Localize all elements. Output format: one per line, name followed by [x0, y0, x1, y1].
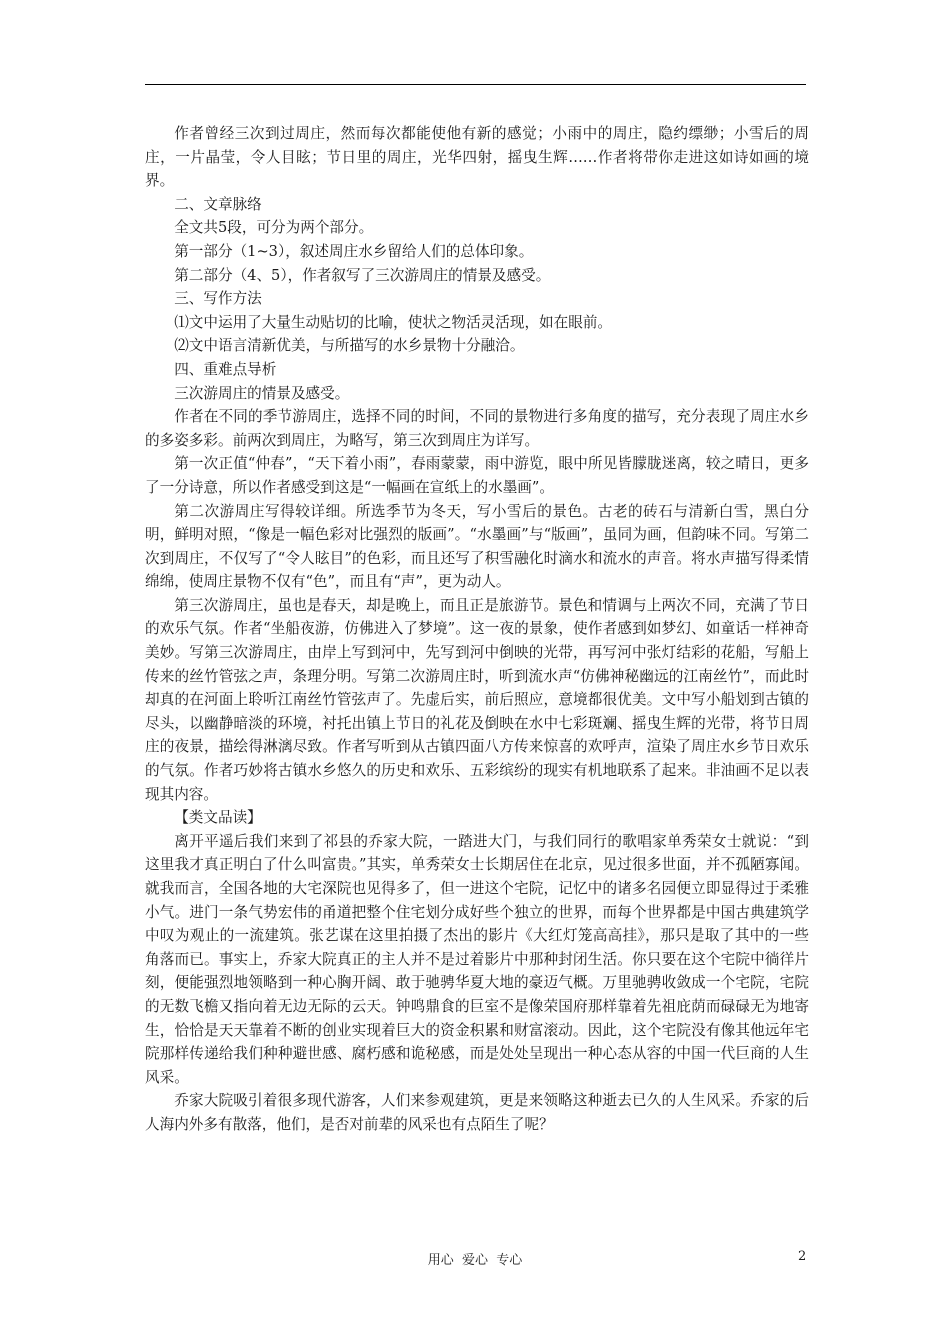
footer-motto: 用心 爱心 专心 [427, 1253, 523, 1268]
section-heading-related-reading: 【类文品读】 [174, 809, 262, 827]
paragraph-part-two: 第二部分（4、5），作者叙写了三次游周庄的情景及感受。 [174, 266, 551, 284]
paragraph-first-visit: 第一次正值“仲春”，“天下着小雨”，春雨蒙蒙，雨中游览，眼中所见皆朦胧迷离，较之晴日，更多了一分诗意，所以作者感受到这是“一幅画在宣纸上的水墨画”。 [145, 455, 809, 496]
section-heading-writing-method: 三、写作方法 [174, 290, 262, 308]
paragraph-qiao-family-courtyard: 离开平遥后我们来到了祁县的乔家大院，一踏进大门，与我们同行的歌唱家单秀荣女士就说：“到这里我才真正明白了什么叫富贵。”其实，单秀荣女士长期居住在北京，见过很多世面，并不孤陋寡闻。就我而言，全国各地的大宅深院也见得多了，但一进这个宅院，记忆中的诸多名园便立即显得过于柔雅小气。进门一条气势宏伟的甬道把整个住宅划分成好些个独立的世界，而每个世界都是中国古典建筑学中叹为观止的一流建筑。张艺谋在这里拍摄了杰出的影片《大红灯笼高高挂》，那只是取了其中的一些角落而已。事实上，乔家大院真正的主人并不是过着影片中那种封闭生活。你只要在这个宅院中徜徉片刻，便能强烈地领略到一种心胸开阔、敢于驰骋华夏大地的豪迈气概。万里驰骋收敛成一个宅院，宅院的无数飞檐又指向着无边无际的云天。钟鸣鼎食的巨室不是像荣国府那样靠着先祖庇荫而碌碌无为地寄生，恰恰是天天靠着不断的创业实现着巨大的资金积累和财富滚动。因此，这个宅院没有像其他远年宅院那样传递给我们种种避世感、腐朽感和诡秘感，而是处处呈现出一种心态从容的中国一代巨商的人生风采。 [145, 832, 809, 1086]
paragraph-second-visit: 第二次游周庄写得较详细。所选季节为冬天，写小雪后的景色。古老的砖石与清新白雪，黑白分明，鲜明对照，“像是一幅色彩对比强烈的版画”。“水墨画”与“版画”，虽同为画，但韵味不同。写第二次到周庄，不仅写了“令人眩目”的色彩，而且还写了积雪融化时滴水和流水的声音。将水声描写得柔情绵绵，使周庄景物不仅有“色”，而且有“声”，更为动人。 [145, 502, 809, 591]
paragraph-key-topic: 三次游周庄的情景及感受。 [174, 384, 350, 402]
section-heading-key-points: 四、重难点导析 [174, 360, 277, 378]
page-body [145, 122, 809, 1137]
paragraph-overview: 作者在不同的季节游周庄，选择不同的时间，不同的景物进行多角度的描写，充分表现了周庄水乡的多姿多彩。前两次到周庄，为略写，第三次到周庄为详写。 [145, 408, 809, 449]
page-footer [0, 1249, 950, 1269]
paragraph-third-visit: 第三次游周庄，虽也是春天，却是晚上，而且正是旅游节。景色和情调与上两次不同，充满了节日的欢乐气氛。作者“坐船夜游，仿佛进入了梦境”。这一夜的景象，使作者感到如梦幻、如童话一样神奇美妙。写第三次游周庄，由岸上写到河中，先写到河中倒映的光带，再写河中张灯结彩的花船，写船上传来的丝竹管弦之声，条理分明。写第二次游周庄时，听到流水声“仿佛神秘幽远的江南丝竹”，而此时却真的在河面上聆听江南丝竹管弦声了。先虚后实，前后照应，意境都很优美。文中写小船划到古镇的尽头，以幽静暗淡的环境，衬托出镇上节日的礼花及倒映在水中七彩斑斓、摇曳生辉的光带，将节日周庄的夜景，描绘得淋漓尽致。作者写听到从古镇四面八方传来惊喜的欢呼声，渲染了周庄水乡节日欢乐的气氛。作者巧妙将古镇水乡悠久的历史和欢乐、五彩缤纷的现实有机地联系了起来。非油画不足以表现其内容。 [145, 596, 809, 803]
paragraph-intro: 作者曾经三次到过周庄，然而每次都能使他有新的感觉；小雨中的周庄，隐约缥缈；小雪后的周庄，一片晶莹，令人目眩；节日里的周庄，光华四射，摇曳生辉……作者将带你走进这如诗如画的境界。 [145, 125, 809, 190]
section-heading-structure: 二、文章脉络 [174, 195, 262, 213]
page-number: 2 [798, 1249, 807, 1264]
paragraph-structure-summary: 全文共5段，可分为两个部分。 [174, 219, 374, 237]
header-rule [145, 84, 806, 85]
paragraph-method-one: ⑴文中运用了大量生动贴切的比喻，使状之物活灵活现，如在眼前。 [174, 313, 613, 331]
paragraph-part-one: 第一部分（1~3），叙述周庄水乡留给人们的总体印象。 [174, 242, 534, 260]
paragraph-closing: 乔家大院吸引着很多现代游客，人们来参观建筑，更是来领略这种逝去已久的人生风采。乔家的后人海内外多有散落，他们，是否对前辈的风采也有点陌生了呢？ [145, 1092, 809, 1133]
paragraph-method-two: ⑵文中语言清新优美，与所描写的水乡景物十分融洽。 [174, 337, 525, 355]
